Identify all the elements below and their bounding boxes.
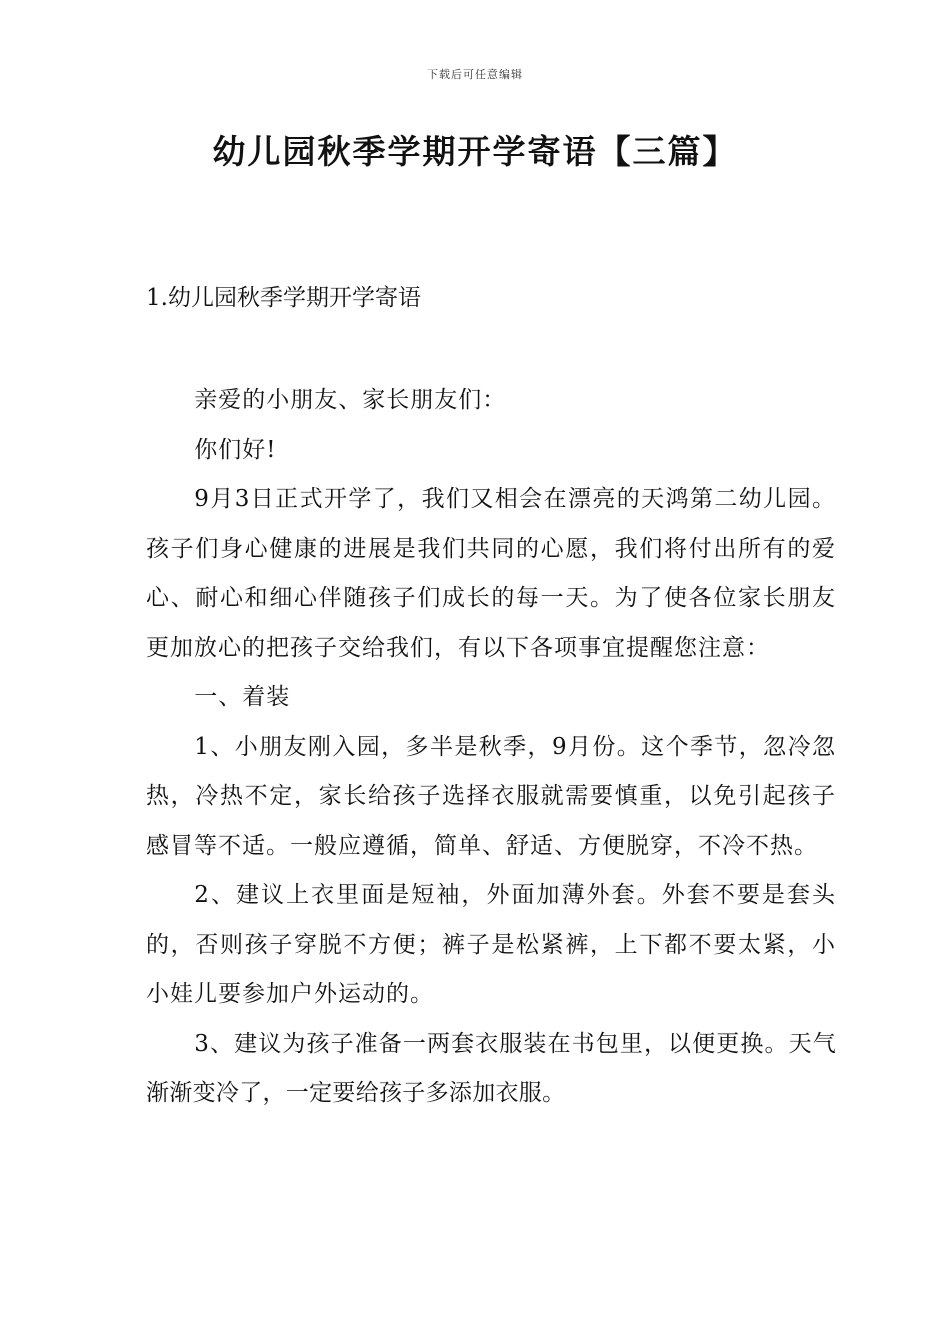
document-title: 幼儿园秋季学期开学寄语【三篇】 [212, 132, 738, 171]
section-heading: 1.幼儿园秋季学期开学寄语 [146, 285, 421, 311]
salutation: 亲爱的小朋友、家长朋友们： [194, 387, 507, 413]
body-paragraph: 2、建议上衣里面是短袖，外面加薄外套。外套不要是套头的，否则孩子穿脱不方便；裤子是松紧裤，上下都不要太紧，小小娃儿要参加户外运动的。 [146, 882, 836, 1007]
greeting: 你们好! [194, 436, 277, 463]
header-note: 下载后可任意编辑 [427, 68, 523, 81]
body-paragraph: 3、建议为孩子准备一两套衣服装在书包里，以便更换。天气渐渐变冷了，一定要给孩子多添加衣服。 [146, 1030, 836, 1106]
document-body [146, 376, 836, 1119]
body-paragraph: 1、小朋友刚入园，多半是秋季，9月份。这个季节，忽冷忽热，冷热不定，家长给孩子选择衣服就需要慎重，以免引起孩子感冒等不适。一般应遵循，简单、舒适、方便脱穿，不冷不热。 [146, 733, 836, 859]
body-paragraph: 9月3日正式开学了，我们又相会在漂亮的天鸿第二幼儿园。孩子们身心健康的进展是我们共同的心愿，我们将付出所有的爱心、耐心和细心伴随孩子们成长的每一天。为了使各位家长朋友更加放心的把孩子交给我们，有以下各项事宜提醒您注意： [146, 486, 836, 661]
subsection-heading: 一、着装 [194, 684, 291, 710]
